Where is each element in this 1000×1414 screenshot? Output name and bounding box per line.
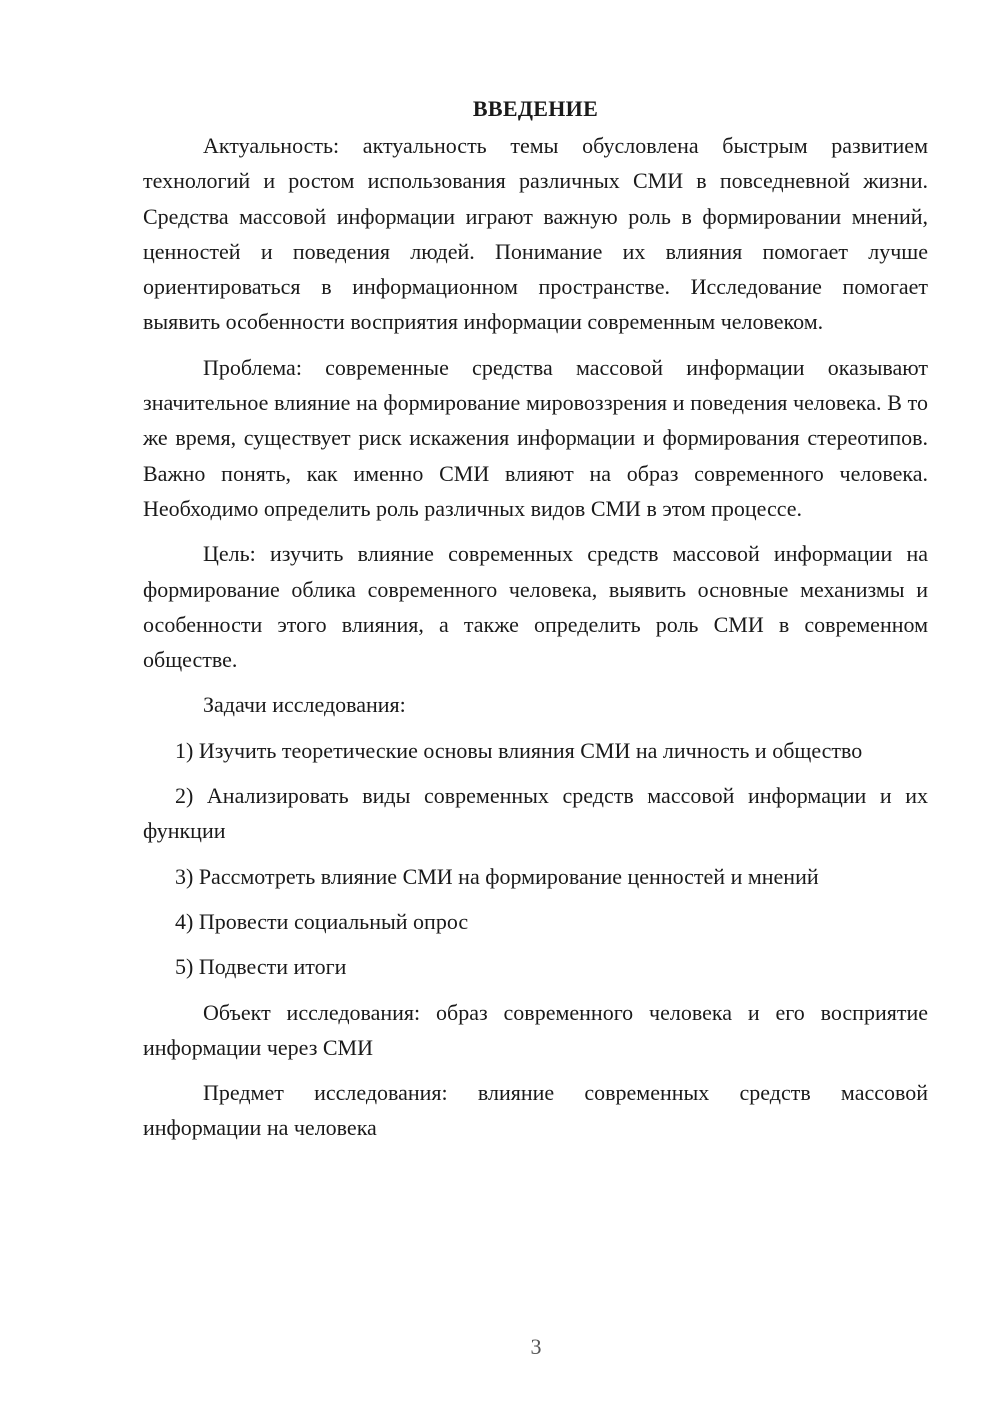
goal-paragraph: Цель: изучить влияние современных средств массовой информации на формирование облика современного человека, выявить основные механизмы и особенности этого влияния, а также определить роль СМИ в современном обществе. [143,541,928,673]
task-item: 2) Анализировать виды современных средств массовой информации и их функции [143,783,928,844]
problem-paragraph: Проблема: современные средства массовой информации оказывают значительное влияние на формирование мировоззрения и поведения человека. В то же время, существует риск искажения информации и формирования стереотипов. Важно понять, как именно СМИ влияют на образ современного человека. Необходимо определить роль различных видов СМИ в этом процессе. [143,354,928,521]
subject-paragraph: Предмет исследования: влияние современных средств массовой информации на человека [143,1080,928,1141]
task-item: 5) Подвести итоги [175,954,347,980]
page-number: 3 [530,1334,542,1359]
document-page [143,92,928,1156]
object-paragraph: Объект исследования: образ современного человека и его восприятие информации через СМИ [143,999,928,1060]
relevance-paragraph: Актуальность: актуальность темы обусловлена быстрым развитием технологий и ростом использования различных СМИ в повседневной жизни. Средства массовой информации играют важную роль в формировании мнений, ценностей и поведения людей. Понимание их влияния помогает лучше ориентироваться в информационном пространстве. Исследование помогает выявить особенности восприятия информации современным человеком. [143,133,928,335]
tasks-list [143,733,928,985]
tasks-title: Задачи исследования: [203,692,406,718]
task-item: 3) Рассмотреть влияние СМИ на формирование ценностей и мнений [175,863,819,889]
page-title: ВВЕДЕНИЕ [472,96,599,121]
task-item: 1) Изучить теоретические основы влияния СМИ на личность и общество [175,737,863,763]
task-item: 4) Провести социальный опрос [175,908,469,934]
